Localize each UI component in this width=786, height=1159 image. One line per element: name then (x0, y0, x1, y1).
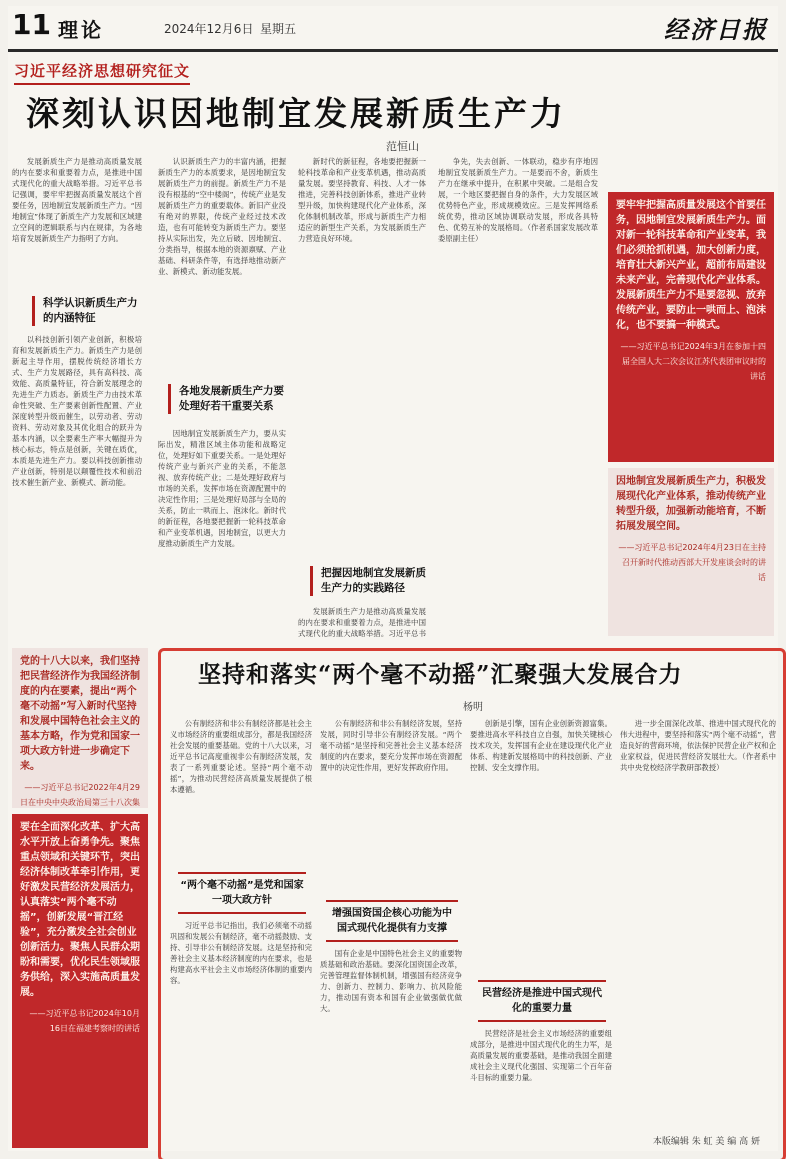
section-name: 理论 (58, 18, 104, 42)
article2-subhead-2: 增强国资国企核心功能为中国式现代化提供有力支撑 (326, 900, 458, 942)
quote-box-4-source: ——习近平总书记2024年10月16日在福建考察时的讲话 (29, 1009, 140, 1033)
article1-subhead-2: 各地发展新质生产力要处理好若干重要关系 (168, 384, 284, 414)
issue-weekday: 星期五 (260, 22, 297, 36)
editor-credit: 本版编辑 朱 虹 美 编 高 妍 (652, 1137, 760, 1147)
article2-subhead-1: “两个毫不动摇”是党和国家一项大政方针 (178, 872, 306, 914)
article1-subhead-3: 把握因地制宜发展新质生产力的实践路径 (310, 566, 426, 596)
article1-col4b (298, 606, 426, 638)
column-tag: 习近平经济思想研究征文 (14, 60, 190, 85)
article1-col1 (12, 334, 142, 634)
masthead (8, 6, 778, 52)
article2-col2b-text: 国有企业是中国特色社会主义的重要物质基础和政治基础。要深化国资国企改革，完善管理监督体制机制，增强国有经济竞争力、创新力、控制力、影响力、抗风险能力，推动国有资本和国有企业做强做优做大。 (320, 949, 462, 1013)
article2-col3b-text: 民营经济是社会主义市场经济的重要组成部分，是推进中国式现代化的生力军，是高质量发展的重要基础，是推动我国全面建成社会主义现代化强国、实现第二个百年奋斗目标的重要力量。 (470, 1029, 612, 1082)
quote-box-1-source: ——习近平总书记2024年3月在参加十四届全国人大二次会议江苏代表团审议时的讲话 (620, 342, 766, 381)
article2-col1 (170, 718, 312, 866)
article1-col2-text: 认识新质生产力的丰富内涵，把握新质生产力的本质要求，是因地制宜发展新质生产力的前提。新质生产力不是没有根基的“空中楼阁”，传统产业是发展新质生产力的重要载体。新旧产业没有绝对的界限，传统产业经过技术改造，也有可能转变为新质生产力。要坚持从实际出发，先立后破、因地制宜、分类指导，根据本地的资源禀赋、产业基础、科研条件等，有选择地推动新产业、新模式、新动能发展。 (158, 157, 286, 276)
article1-col4 (298, 156, 426, 560)
article1-col4-text: 新时代的新征程，各地要把握新一轮科技革命和产业变革机遇，推动高质量发展。要坚持教育、科技、人才一体推进，完善科技创新体系，推进产业转型升级，加快构建现代化产业体系，深化体制机制改革，形成与新质生产力相适应的新型生产关系，为发展新质生产力营造良好环境。 (298, 157, 426, 243)
quote-box-2-source: ——习近平总书记2024年4月23日在主持召开新时代推动西部大开发座谈会时的讲话 (618, 543, 766, 582)
issue-date: 2024年12月6日 (164, 22, 254, 36)
article2-col1b (170, 920, 312, 1150)
quote-box-4-text: 要在全面深化改革、扩大高水平开放上奋勇争先。聚焦重点领域和关键环节，突出经济体制改革牵引作用，更好激发民营经济发展活力，认真落实“两个毫不动摇”，创新发展“晋江经验”，充分激发全社会创业创新活力。聚焦人民群众期盼和需要，优化民生领域服务供给，深入实施高质量发展。 (20, 822, 140, 998)
article2-subhead-3: 民营经济是推进中国式现代化的重要力量 (478, 980, 606, 1022)
article1-author: 范恒山 (386, 140, 419, 153)
article1-col5 (438, 156, 598, 638)
article1-intro-text: 发展新质生产力是推动高质量发展的内在要求和重要着力点，是推进中国式现代化的重大战略举措。习近平总书记强调，要牢牢把握高质量发展这个首要任务，因地制宜发展新质生产力。“因地制宜”体现了新质生产力发展和区域建立空间的逻辑联系与内在规律，为各地培育发展新质生产力指明了方向。 (12, 157, 142, 243)
article2-col4 (620, 718, 776, 1130)
article2-col3-text: 创新是引擎，国有企业创新资源富集。要推进高水平科技自立自强，加快关键核心技术攻关，发挥国有企业在建设现代化产业体系、构建新发展格局中的科技创新、产业控制、安全支撑作用。 (470, 719, 612, 772)
article2-col2b (320, 948, 462, 1150)
quote-box-2 (608, 468, 774, 636)
quote-box-1 (608, 192, 774, 462)
quote-box-3-text: 党的十八大以来，我们坚持把民营经济作为我国经济制度的内在要素，提出“两个毫不动摇”写入新时代坚持和发展中国特色社会主义的基本方略，作为党和国家一项大政方针进一步确定下来。 (20, 656, 140, 772)
article1-intro (12, 156, 142, 284)
article2-col4-text: 进一步全面深化改革、推进中国式现代化的伟大进程中，要坚持和落实“两个毫不动摇”，营造良好的营商环境，依法保护民营企业产权和企业家权益，促进民营经济发展壮大。（作者系中共中央党校经济学教研部教授） (620, 719, 776, 772)
article2-col3b (470, 1028, 612, 1150)
article2-col1-text: 公有制经济和非公有制经济都是社会主义市场经济的重要组成部分，都是我国经济社会发展的重要基础。党的十八大以来，习近平总书记高度重视非公有制经济发展，发表了一系列重要论述。坚持“两个毫不动摇”，为推动民营经济高质量发展提供了根本遵循。 (170, 719, 312, 794)
quote-box-3-source: ——习近平总书记2022年4月29日在中央中央政治局第三十八次集 (20, 783, 140, 807)
newspaper-page (8, 6, 778, 1151)
article1-subhead-1: 科学认识新质生产力的内涵特征 (32, 296, 144, 326)
quote-box-4 (12, 814, 148, 1148)
article2-col1b-text: 习近平总书记指出，我们必须毫不动摇巩固和发展公有制经济，毫不动摇鼓励、支持、引导非公有制经济发展。这是坚持和完善社会主义基本经济制度的内在要求，也是构建高水平社会主义市场经济体制的重要内容。 (170, 921, 312, 985)
article1-col3-text: 因地制宜发展新质生产力，要从实际出发，精准区域主体功能和战略定位，处理好如下重要关系。一是处理好传统产业与新兴产业的关系，不能忽视、放弃传统产业；二是处理好政府与市场的关系，发挥市场在资源配置中的决定性作用；三是处理好局部与全局的关系，防止一哄而上、泡沫化。新时代的新征程，各地要把握新一轮科技革命和产业变革机遇，因地制宜，以更大力度推动新质生产力发展。 (158, 429, 286, 548)
article1-col1-text: 以科技创新引领产业创新，积极培育和发展新质生产力。新质生产力是创新起主导作用，摆脱传统经济增长方式、生产力发展路径，具有高科技、高效能、高质量特征，符合新发展理念的先进生产力质态。新质生产力由技术革命性突破、生产要素创新性配置、产业深度转型升级而催生，以劳动者、劳动资料、劳动对象及其优化组合的跃升为基本内涵，以全要素生产率大幅提升为核心标志，特点是创新，关键在质优，本质是先进生产力。要以科技创新推动产业创新，特别是以颠覆性技术和前沿技术催生新产业、新模式、新动能。 (12, 335, 142, 487)
quote-box-2-text: 因地制宜发展新质生产力，积极发展现代化产业体系，推动传统产业转型升级，加强新动能培育，不断拓展发展空间。 (616, 476, 766, 532)
article1-col4b-text: 发展新质生产力是推动高质量发展的内在要求和重要着力点，是推进中国式现代化的重大战略举措。习近平总书 (298, 607, 426, 638)
article1-col3 (158, 428, 286, 638)
article1-col5-text: 争先，失去创新、一体联动，稳步有序地因地制宜发展新质生产力。一是要而不舍，新质生产力在继承中提升，在积累中突破。二是组合发展，一个地区要把握自身的条件，大力发展区域优势特色产业，形成规模效应。三是发挥网络系统优势，推动区域协调联动发展，形成各具特色、优势互补的发展格局。（作者系国家发展改革委原副主任） (438, 157, 598, 243)
newspaper-logo: 经济日报 (664, 15, 768, 44)
page-number: 11 (12, 8, 51, 41)
article2-col2-text: 公有制经济和非公有制经济发展，坚持发展，同时引导非公有制经济发展。“两个毫不动摇”是坚持和完善社会主义基本经济制度的内在要求，要充分发挥市场在资源配置中的决定性作用，更好发挥政府作用。 (320, 719, 462, 772)
article1-title: 深刻认识因地制宜发展新质生产力 (26, 94, 566, 133)
article2-col2 (320, 718, 462, 894)
article2-title: 坚持和落实“两个毫不动摇”汇聚强大发展合力 (198, 661, 683, 688)
article2-col3 (470, 718, 612, 974)
quote-box-3 (12, 648, 148, 808)
quote-box-1-text: 要牢牢把握高质量发展这个首要任务，因地制宜发展新质生产力。面对新一轮科技革命和产业变革，我们必须抢抓机遇，加大创新力度，培育壮大新兴产业，超前布局建设未来产业，完善现代化产业体系。发展新质生产力不是要忽视、放弃传统产业，要防止一哄而上、泡沫化，也不要搞一种模式。 (616, 200, 766, 331)
article2-author: 杨明 (463, 702, 483, 713)
article1-col2 (158, 156, 286, 378)
